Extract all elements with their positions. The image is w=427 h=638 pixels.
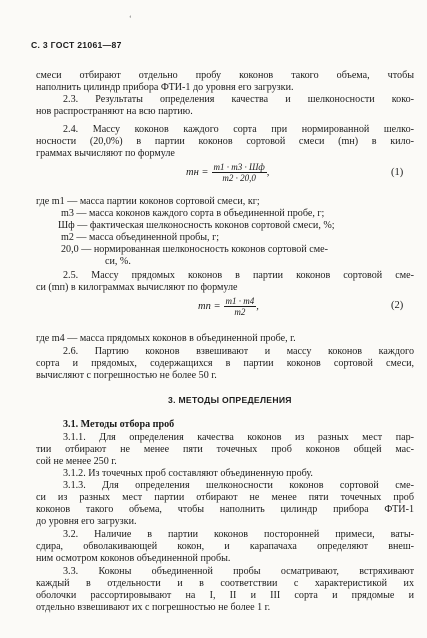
- where-item: [61, 244, 414, 256]
- where-2: где m4 — масса прядомых коконов в объединенной пробе, г.: [36, 333, 296, 344]
- where-item: [61, 208, 414, 220]
- where-key: 20,0 —: [61, 244, 92, 255]
- equation-number-2: (2): [391, 300, 404, 311]
- subsection-3-1-title: 3.1. Методы отбора проб: [63, 419, 175, 430]
- paragraph-3-1-3-line: коконов такого объема, чтобы наполнить цилиндр прибора ФТИ-1: [36, 504, 414, 515]
- paragraph-2-5-line: 2.5. Массу прядомых коконов в партии коконов сортовой сме-: [63, 270, 414, 281]
- paragraph-3-1-1-line: сой не менее 250 г.: [36, 456, 117, 467]
- where-key: Шф —: [58, 220, 88, 231]
- paragraph-2-4-line: носности (20,0%) в партии коконов сортовой смеси (mн) в кило-: [36, 136, 414, 147]
- paragraph-3-1-3-line: 3.1.3. Для определения шелконосности коконов сортовой сме-: [63, 480, 414, 491]
- paragraph-3-1-3-line: си из разных мест партии отбирают не менее пяти точечных проб: [36, 492, 414, 503]
- formula-2: [198, 296, 259, 317]
- paragraph-3-3-line: каждый в отдельности и в соответствии с характеристикой их: [36, 578, 414, 589]
- formula-1-numerator: m1 · m3 · Шф: [213, 162, 265, 172]
- paragraph-3-3-line: отдельно взвешивают их с погрешностью не более 1 г.: [36, 602, 271, 613]
- equation-number-1: (1): [391, 167, 404, 178]
- paragraph-2-6-line: сорта и прядомых, содержащихся в партии коконов сортовой смеси,: [36, 358, 414, 369]
- paragraph-3-2-line: 3.2. Наличие в партии коконов посторонней примеси, ваты-: [63, 529, 414, 540]
- where-text: масса партии коконов сортовой смеси, кг;: [79, 196, 260, 207]
- paragraph-3-3-line: 3.3. Коконы объединенной пробы осматривают, встряхивают: [63, 566, 414, 577]
- where-continuation: си, %.: [105, 256, 131, 267]
- paragraph-3-1-1-line: тии отбирают не менее пяти точечных проб коконов общей мас-: [36, 444, 414, 455]
- where-key: m3 —: [61, 208, 87, 219]
- text-line: смеси отбирают отдельно пробу коконов такого объема, чтобы: [36, 70, 414, 81]
- formula-1-lhs: mн =: [186, 167, 209, 178]
- formula-2-numerator: m1 · m4: [225, 296, 255, 306]
- paragraph-3-2-line: сдира, обволакивающей кокон, и карапачаха определяют внеш-: [36, 541, 414, 552]
- page-header: С. 3 ГОСТ 21061—87: [31, 40, 122, 50]
- where-item: [58, 220, 414, 232]
- where-key: где m1 —: [36, 196, 78, 207]
- formula-1-tail: ,: [266, 167, 270, 178]
- paragraph-3-2-line: ним осмотром коконов объединенной пробы.: [36, 553, 231, 564]
- paragraph-3-1-2: 3.1.2. Из точечных проб составляют объединенную пробу.: [63, 468, 313, 479]
- formula-1-denominator: m2 · 20,0: [222, 173, 256, 183]
- where-text: масса объединенной пробы, г;: [89, 232, 220, 243]
- where-text: фактическая шелконосность коконов сортовой смеси, %;: [89, 220, 335, 231]
- where-key: m2 —: [61, 232, 87, 243]
- where-item: [36, 196, 414, 208]
- formula-1-fraction: [212, 162, 267, 183]
- formula-2-lhs: mп =: [198, 301, 221, 312]
- text-line: наполнить цилиндр прибора ФТИ-1 до уровня его загрузки.: [36, 82, 294, 93]
- paragraph-3-1-3-line: до уровня его загрузки.: [36, 516, 137, 527]
- paragraph-2-4-line: граммах вычисляют по формуле: [36, 148, 175, 159]
- scan-mark: ‘: [129, 14, 132, 23]
- formula-2-tail: ,: [256, 301, 259, 312]
- section-3-heading: 3. МЕТОДЫ ОПРЕДЕЛЕНИЯ: [168, 395, 292, 405]
- paragraph-2-3-line: нов распространяют на всю партию.: [36, 106, 193, 117]
- where-text: нормированная шелконосность коконов сортовой сме-: [93, 244, 328, 255]
- formula-1: [186, 162, 269, 183]
- paragraph-2-3-line: 2.3. Результаты определения качества и шелконосности коко-: [63, 94, 414, 105]
- paragraph-2-4-line: 2.4. Массу коконов каждого сорта при нормированной шелко-: [63, 124, 414, 135]
- paragraph-2-6-line: вычисляют с погрешностью не более 50 г.: [36, 370, 217, 381]
- formula-2-fraction: [224, 296, 257, 317]
- where-text: масса коконов каждого сорта в объединенной пробе, г;: [89, 208, 325, 219]
- where-item: [61, 232, 414, 244]
- paragraph-2-6-line: 2.6. Партию коконов взвешивают и массу коконов каждого: [63, 346, 414, 357]
- paragraph-3-3-line: оболочки рассортировывают на I, II и III сорта и прядомые и: [36, 590, 414, 601]
- paragraph-3-1-1-line: 3.1.1. Для определения качества коконов из разных мест пар-: [63, 432, 414, 443]
- paragraph-2-5-line: си (mп) в килограммах вычисляют по формуле: [36, 282, 238, 293]
- formula-2-denominator: m2: [234, 307, 246, 317]
